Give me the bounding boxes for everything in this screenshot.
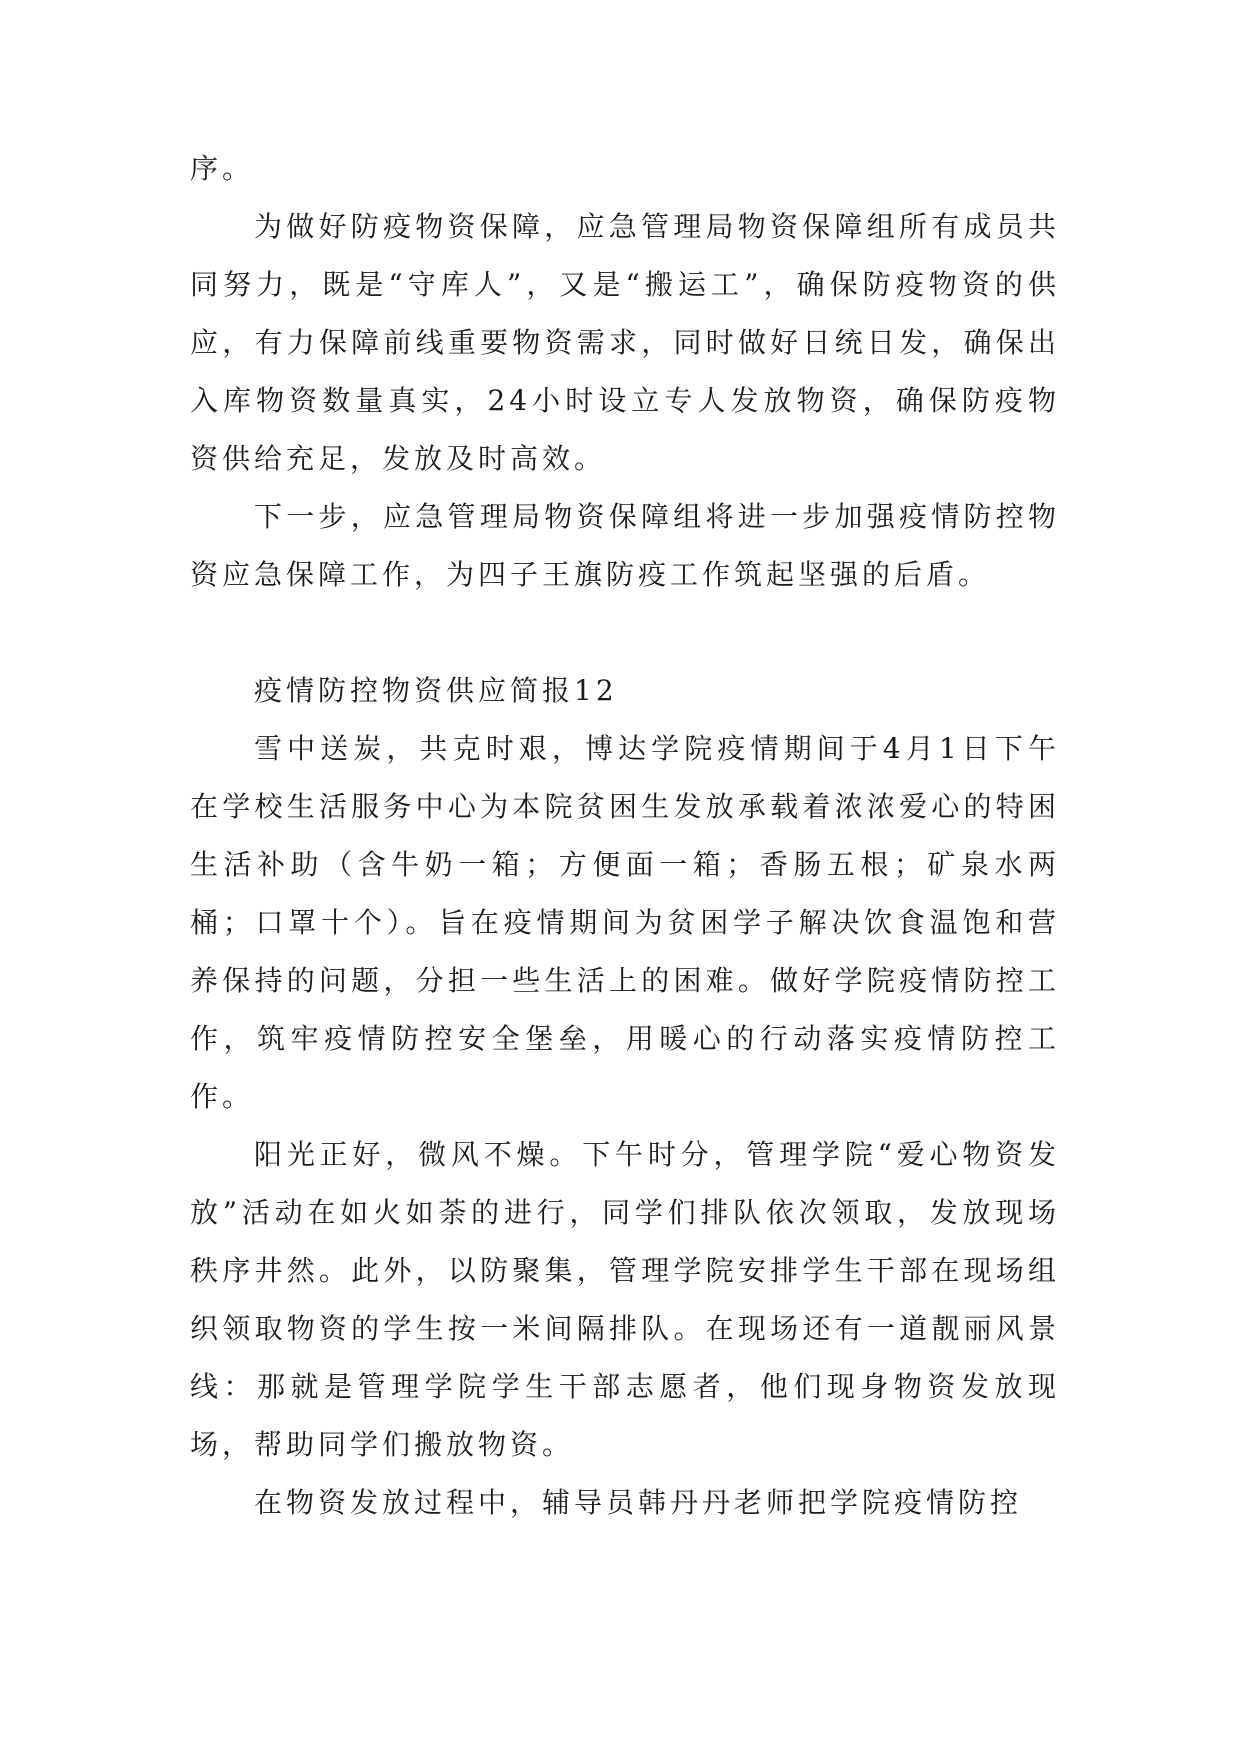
continuation-text: 序。	[190, 152, 255, 185]
paragraph-distribution-event: 阳光正好，微风不燥。下午时分，管理学院“爱心物资发放”活动在如火如荼的进行，同学们排队依次领取，发放现场秩序井然。此外，以防聚集，管理学院安排学生干部在现场组织领取物资的学生按一米间隔排队。在现场还有一道靓丽风景线：那就是管理学院学生干部志愿者，他们现身物资发放现场，帮助同学们搬放物资。	[190, 1138, 1060, 1461]
paragraph-next-step: 下一步，应急管理局物资保障组将进一步加强疫情防控物资应急保障工作，为四子王旗防疫工作筑起坚强的后盾。	[190, 500, 1060, 591]
paragraph-counselor: 在物资发放过程中，辅导员韩丹丹老师把学院疫情防控	[254, 1486, 1023, 1519]
document-body	[190, 140, 1060, 1532]
paragraph-subsidy: 雪中送炭，共克时艰，博达学院疫情期间于4月1日下午在学校生活服务中心为本院贫困生发放承载着浓浓爱心的特困生活补助（含牛奶一箱；方便面一箱；香肠五根；矿泉水两桶；口罩十个）。旨在疫情期间为贫困学子解决饮食温饱和营养保持的问题，分担一些生活上的困难。做好学院疫情防控工作，筑牢疫情防控安全堡垒，用暖心的行动落实疫情防控工作。	[190, 732, 1060, 1113]
section-spacer	[190, 604, 1060, 662]
paragraph-supply-guarantee: 为做好防疫物资保障，应急管理局物资保障组所有成员共同努力，既是“守库人”，又是“搬运工”，确保防疫物资的供应，有力保障前线重要物资需求，同时做好日统日发，确保出入库物资数量真实，24小时设立专人发放物资，确保防疫物资供给充足，发放及时高效。	[190, 210, 1060, 475]
section-title: 疫情防控物资供应简报12	[254, 674, 618, 707]
